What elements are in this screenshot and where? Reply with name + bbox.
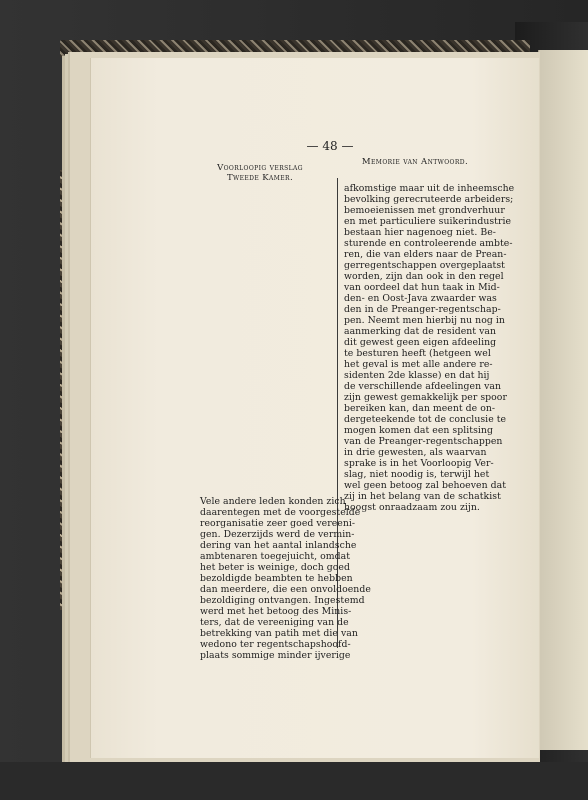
- text-line: afkomstige maar uit de inheemsche: [344, 183, 515, 194]
- facing-page-edge: [538, 50, 588, 750]
- right-column-text: [344, 183, 515, 513]
- text-line: dan meerdere, die een onvoldoende: [200, 584, 371, 595]
- text-line: sprake is in het Voorloopig Ver-: [344, 458, 494, 469]
- text-line: bevolking gerecruteerde arbeiders;: [344, 194, 514, 205]
- text-line: slag, niet noodig is, terwijl het: [344, 469, 490, 480]
- text-line: ren, die van elders naar de Prean-: [344, 249, 507, 260]
- text-line: het beter is weinige, doch goed: [200, 562, 350, 573]
- text-line: Vele andere leden konden zich: [200, 496, 346, 507]
- text-line: te besturen heeft (hetgeen wel: [344, 348, 491, 359]
- text-line: de verschillende afdeelingen van: [344, 381, 502, 392]
- text-line: zij in het belang van de schatkist: [344, 491, 501, 502]
- text-line: bezoldiging ontvangen. Ingestemd: [200, 595, 365, 606]
- text-line: dit gewest geen eigen afdeeling: [344, 337, 497, 348]
- left-heading-line-1: Voorloopig verslag: [217, 163, 303, 173]
- text-line: ambtenaren toegejuicht, omdat: [200, 551, 351, 562]
- text-line: werd met het betoog des Minis-: [200, 606, 352, 617]
- text-line: pen. Neemt men hierbij nu nog in: [344, 315, 505, 326]
- left-column-text: [200, 496, 371, 661]
- text-line: dergeteekende tot de conclusie te: [344, 414, 507, 425]
- text-line: sturende en controleerende ambte-: [344, 238, 513, 249]
- right-column-heading: Memorie van Antwoord.: [361, 157, 469, 167]
- text-line: wedono ter regentschapshoofd-: [200, 639, 351, 650]
- text-line: het geval is met alle andere re-: [344, 359, 493, 370]
- text-line: den- en Oost-Java zwaarder was: [344, 293, 497, 304]
- text-line: zijn gewest gemakkelijk per spoor: [344, 392, 507, 403]
- text-line: van de Preanger-regentschappen: [344, 436, 503, 447]
- text-line: reorganisatie zeer goed vereeni-: [200, 518, 356, 529]
- text-line: mogen komen dat een splitsing: [344, 425, 493, 436]
- text-line: in drie gewesten, als waarvan: [344, 447, 487, 458]
- text-line: bemoeienissen met grondverhuur: [344, 205, 505, 216]
- text-line: den in de Preanger-regentschap-: [344, 304, 501, 315]
- text-line: sidenten 2de klasse) en dat hij: [344, 370, 490, 381]
- text-line: dering van het aantal inlandsche: [200, 540, 357, 551]
- text-line: wel geen betoog zal behoeven dat: [344, 480, 507, 491]
- text-line: gerregentschappen overgeplaatst: [344, 260, 505, 271]
- text-line: betrekking van patih met die van: [200, 628, 358, 639]
- left-column-heading: [190, 163, 330, 183]
- text-line: van oordeel dat hun taak in Mid-: [344, 282, 500, 293]
- text-line: bereiken kan, dan meent de on-: [344, 403, 496, 414]
- text-line: aanmerking dat de resident van: [344, 326, 497, 337]
- scan-bottom-edge: [0, 762, 588, 800]
- left-heading-line-2: Tweede Kamer.: [226, 173, 294, 183]
- text-line: plaats sommige minder ijverige: [200, 650, 351, 661]
- text-line: worden, zijn dan ook in den regel: [344, 271, 504, 282]
- text-line: bestaan hier nagenoeg niet. Be-: [344, 227, 496, 238]
- text-line: bezoldigde beambten te hebben: [200, 573, 353, 584]
- text-line: hoogst onraadzaam zou zijn.: [344, 502, 480, 513]
- text-line: daarentegen met de voorgestelde: [200, 507, 361, 518]
- text-line: gen. Dezerzijds werd de vermin-: [200, 529, 355, 540]
- text-line: ters, dat de vereeniging van de: [200, 617, 349, 628]
- page-number: — 48 —: [306, 139, 354, 153]
- text-line: en met particuliere suikerindustrie: [344, 216, 512, 227]
